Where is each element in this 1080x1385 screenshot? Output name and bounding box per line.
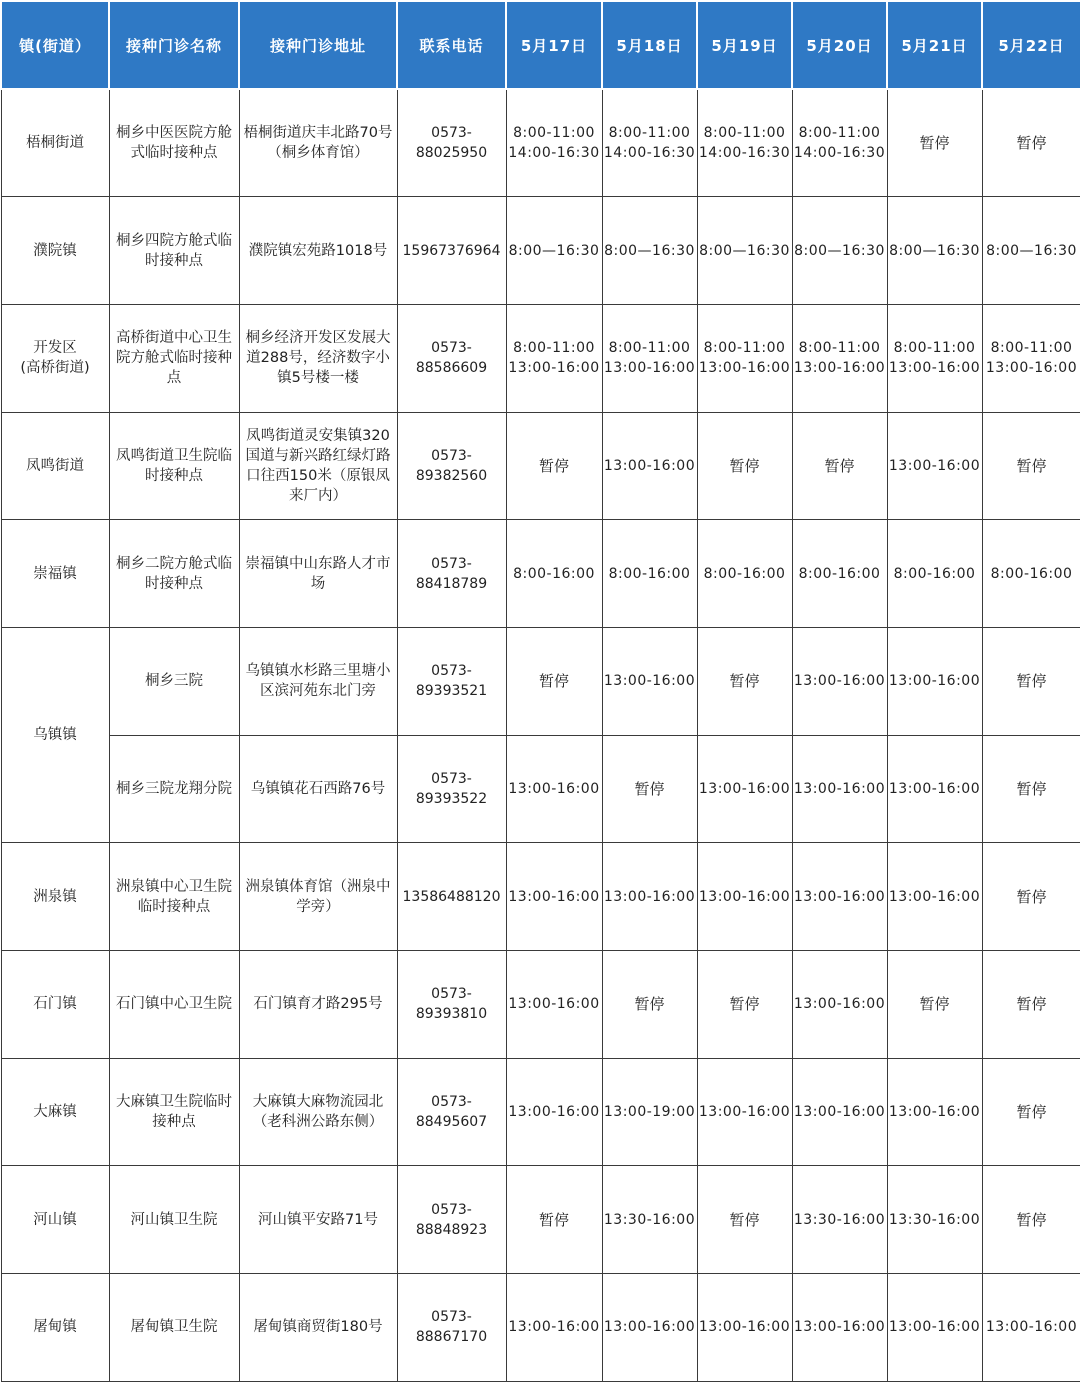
- schedule-cell: 13:00-16:00: [506, 1274, 602, 1382]
- schedule-cell: 13:00-19:00: [602, 1058, 697, 1166]
- schedule-cell: 暂停: [982, 412, 1080, 520]
- schedule-cell: 暂停: [697, 627, 792, 735]
- schedule-cell: 13:00-16:00: [887, 627, 982, 735]
- schedule-cell: 13:00-16:00: [697, 735, 792, 843]
- clinic-address-cell: 乌镇镇水杉路三里塘小区滨河苑东北门旁: [239, 627, 397, 735]
- schedule-cell: 13:00-16:00: [602, 412, 697, 520]
- clinic-address-cell: 屠甸镇商贸街180号: [239, 1274, 397, 1382]
- schedule-cell: 13:00-16:00: [697, 843, 792, 951]
- town-cell: 石门镇: [1, 951, 109, 1059]
- schedule-cell: 8:00—16:30: [602, 197, 697, 305]
- clinic-address-cell: 洲泉镇体育馆（洲泉中学旁）: [239, 843, 397, 951]
- header-date: 5月22日: [982, 1, 1080, 89]
- schedule-cell: 13:30-16:00: [602, 1166, 697, 1274]
- schedule-cell: 13:00-16:00: [602, 843, 697, 951]
- schedule-cell: 8:00-16:00: [602, 520, 697, 628]
- schedule-cell: 8:00-11:00 13:00-16:00: [697, 304, 792, 412]
- table-row: [1, 951, 1080, 1059]
- schedule-cell: 8:00-11:00 13:00-16:00: [792, 304, 887, 412]
- schedule-cell: 13:00-16:00: [792, 843, 887, 951]
- phone-cell: 0573-88025950: [397, 89, 506, 197]
- schedule-cell: 暂停: [506, 412, 602, 520]
- clinic-address-cell: 乌镇镇花石西路76号: [239, 735, 397, 843]
- table-row: [1, 197, 1080, 305]
- phone-cell: 0573-88867170: [397, 1274, 506, 1382]
- town-cell: 乌镇镇: [1, 627, 109, 842]
- schedule-cell: 8:00-11:00 14:00-16:30: [506, 89, 602, 197]
- schedule-cell: 13:00-16:00: [887, 843, 982, 951]
- clinic-name-cell: 桐乡三院: [109, 627, 239, 735]
- schedule-cell: 暂停: [982, 951, 1080, 1059]
- schedule-cell: 13:00-16:00: [792, 951, 887, 1059]
- clinic-name-cell: 高桥街道中心卫生院方舱式临时接种点: [109, 304, 239, 412]
- town-cell: 洲泉镇: [1, 843, 109, 951]
- table-row: [1, 1058, 1080, 1166]
- schedule-cell: 暂停: [887, 89, 982, 197]
- table-row: [1, 843, 1080, 951]
- clinic-address-cell: 桐乡经济开发区发展大道288号，经济数字小镇5号楼一楼: [239, 304, 397, 412]
- schedule-cell: 8:00-11:00 14:00-16:30: [697, 89, 792, 197]
- schedule-cell: 暂停: [887, 951, 982, 1059]
- schedule-cell: 13:00-16:00: [697, 1274, 792, 1382]
- table-row: [1, 412, 1080, 520]
- town-cell: 梧桐街道: [1, 89, 109, 197]
- schedule-cell: 13:00-16:00: [887, 412, 982, 520]
- schedule-cell: 13:00-16:00: [887, 735, 982, 843]
- table-row: [1, 1166, 1080, 1274]
- clinic-address-cell: 石门镇育才路295号: [239, 951, 397, 1059]
- town-cell: 濮院镇: [1, 197, 109, 305]
- schedule-cell: 13:00-16:00: [792, 1058, 887, 1166]
- schedule-cell: 8:00—16:30: [506, 197, 602, 305]
- schedule-cell: 13:00-16:00: [792, 1274, 887, 1382]
- table-row: [1, 1274, 1080, 1382]
- schedule-cell: 8:00-16:00: [982, 520, 1080, 628]
- phone-cell: 0573-88586609: [397, 304, 506, 412]
- header-town: 镇(街道）: [1, 1, 109, 89]
- phone-cell: 0573-88848923: [397, 1166, 506, 1274]
- clinic-address-cell: 大麻镇大麻物流园北（老科洲公路东侧）: [239, 1058, 397, 1166]
- phone-cell: 0573-88495607: [397, 1058, 506, 1166]
- schedule-cell: 暂停: [982, 735, 1080, 843]
- clinic-name-cell: 桐乡二院方舱式临时接种点: [109, 520, 239, 628]
- schedule-cell: 8:00—16:30: [792, 197, 887, 305]
- schedule-cell: 13:00-16:00: [887, 1058, 982, 1166]
- town-cell: 崇福镇: [1, 520, 109, 628]
- header-date: 5月17日: [506, 1, 602, 89]
- schedule-cell: 8:00-11:00 13:00-16:00: [506, 304, 602, 412]
- header-date: 5月18日: [602, 1, 697, 89]
- schedule-cell: 暂停: [697, 412, 792, 520]
- table-body: [1, 89, 1080, 1381]
- schedule-cell: 13:00-16:00: [887, 1274, 982, 1382]
- clinic-name-cell: 桐乡三院龙翔分院: [109, 735, 239, 843]
- header-date: 5月21日: [887, 1, 982, 89]
- schedule-cell: 13:00-16:00: [506, 735, 602, 843]
- table-header-row: [1, 1, 1080, 89]
- schedule-cell: 8:00-11:00 14:00-16:30: [792, 89, 887, 197]
- clinic-address-cell: 梧桐街道庆丰北路70号（桐乡体育馆）: [239, 89, 397, 197]
- schedule-cell: 13:00-16:00: [792, 735, 887, 843]
- schedule-cell: 8:00-11:00 13:00-16:00: [602, 304, 697, 412]
- schedule-cell: 13:00-16:00: [792, 627, 887, 735]
- phone-cell: 0573-89382560: [397, 412, 506, 520]
- schedule-cell: 13:30-16:00: [792, 1166, 887, 1274]
- schedule-cell: 8:00—16:30: [887, 197, 982, 305]
- header-date: 5月20日: [792, 1, 887, 89]
- clinic-name-cell: 河山镇卫生院: [109, 1166, 239, 1274]
- table-row: [1, 89, 1080, 197]
- schedule-cell: 8:00—16:30: [982, 197, 1080, 305]
- schedule-cell: 13:00-16:00: [602, 1274, 697, 1382]
- town-cell: 大麻镇: [1, 1058, 109, 1166]
- phone-cell: 0573-89393522: [397, 735, 506, 843]
- table-row: [1, 627, 1080, 735]
- clinic-name-cell: 桐乡中医医院方舱式临时接种点: [109, 89, 239, 197]
- schedule-cell: 暂停: [697, 951, 792, 1059]
- clinic-name-cell: 洲泉镇中心卫生院临时接种点: [109, 843, 239, 951]
- header-phone: 联系电话: [397, 1, 506, 89]
- schedule-cell: 暂停: [602, 951, 697, 1059]
- schedule-cell: 8:00-16:00: [697, 520, 792, 628]
- schedule-cell: 8:00-16:00: [887, 520, 982, 628]
- schedule-cell: 13:00-16:00: [506, 1058, 602, 1166]
- schedule-cell: 13:00-16:00: [506, 951, 602, 1059]
- schedule-cell: 8:00-11:00 14:00-16:30: [602, 89, 697, 197]
- clinic-address-cell: 濮院镇宏苑路1018号: [239, 197, 397, 305]
- schedule-cell: 13:30-16:00: [887, 1166, 982, 1274]
- schedule-cell: 13:00-16:00: [697, 1058, 792, 1166]
- phone-cell: 0573-88418789: [397, 520, 506, 628]
- schedule-cell: 8:00-16:00: [792, 520, 887, 628]
- schedule-cell: 暂停: [792, 412, 887, 520]
- clinic-name-cell: 石门镇中心卫生院: [109, 951, 239, 1059]
- clinic-name-cell: 凤鸣街道卫生院临时接种点: [109, 412, 239, 520]
- table-row: [1, 735, 1080, 843]
- schedule-cell: 8:00-11:00 13:00-16:00: [982, 304, 1080, 412]
- schedule-cell: 暂停: [982, 1058, 1080, 1166]
- header-date: 5月19日: [697, 1, 792, 89]
- schedule-cell: 8:00-16:00: [506, 520, 602, 628]
- town-cell: 河山镇: [1, 1166, 109, 1274]
- schedule-cell: 暂停: [982, 627, 1080, 735]
- schedule-cell: 暂停: [506, 1166, 602, 1274]
- schedule-cell: 13:00-16:00: [982, 1274, 1080, 1382]
- clinic-name-cell: 桐乡四院方舱式临时接种点: [109, 197, 239, 305]
- town-cell: 开发区 (高桥街道): [1, 304, 109, 412]
- phone-cell: 15967376964: [397, 197, 506, 305]
- town-cell: 凤鸣街道: [1, 412, 109, 520]
- schedule-cell: 暂停: [982, 1166, 1080, 1274]
- phone-cell: 0573-89393810: [397, 951, 506, 1059]
- table-row: [1, 304, 1080, 412]
- schedule-cell: 暂停: [506, 627, 602, 735]
- schedule-cell: 暂停: [982, 89, 1080, 197]
- schedule-cell: 暂停: [602, 735, 697, 843]
- schedule-cell: 暂停: [982, 843, 1080, 951]
- clinic-address-cell: 崇福镇中山东路人才市场: [239, 520, 397, 628]
- town-cell: 屠甸镇: [1, 1274, 109, 1382]
- clinic-name-cell: 屠甸镇卫生院: [109, 1274, 239, 1382]
- schedule-cell: 8:00—16:30: [697, 197, 792, 305]
- schedule-cell: 8:00-11:00 13:00-16:00: [887, 304, 982, 412]
- schedule-cell: 暂停: [697, 1166, 792, 1274]
- header-clinic-name: 接种门诊名称: [109, 1, 239, 89]
- header-clinic-address: 接种门诊地址: [239, 1, 397, 89]
- phone-cell: 13586488120: [397, 843, 506, 951]
- phone-cell: 0573-89393521: [397, 627, 506, 735]
- clinic-name-cell: 大麻镇卫生院临时接种点: [109, 1058, 239, 1166]
- clinic-address-cell: 凤鸣街道灵安集镇320国道与新兴路红绿灯路口往西150米（原银凤来厂内）: [239, 412, 397, 520]
- schedule-cell: 13:00-16:00: [602, 627, 697, 735]
- schedule-cell: 13:00-16:00: [506, 843, 602, 951]
- clinic-address-cell: 河山镇平安路71号: [239, 1166, 397, 1274]
- table-row: [1, 520, 1080, 628]
